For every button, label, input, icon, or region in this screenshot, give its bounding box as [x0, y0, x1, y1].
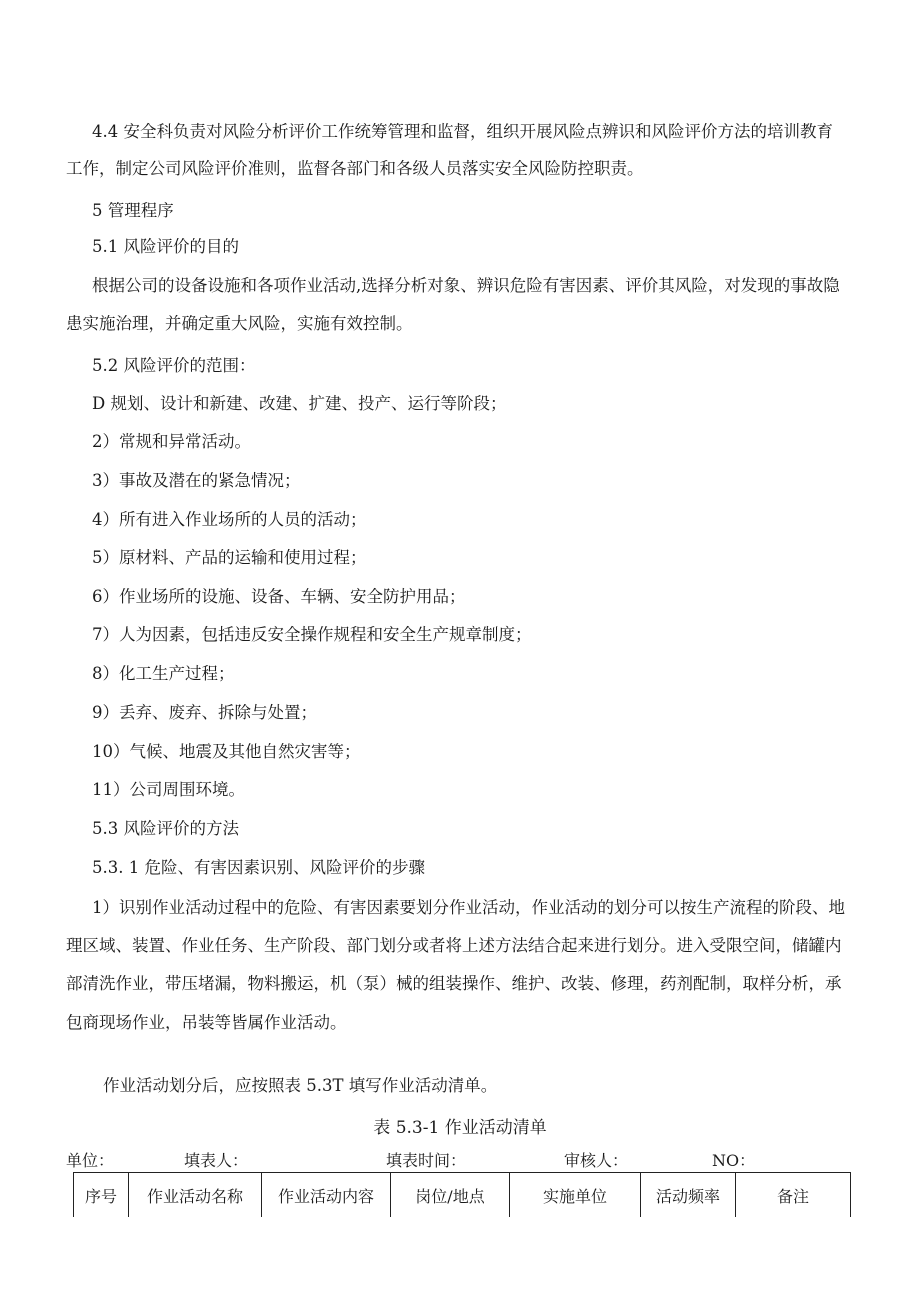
meta-fill-time: 填表时间： [386, 1151, 467, 1170]
paragraph-line: 患实施治理，并确定重大风险，实施有效控制。 [66, 314, 413, 333]
paragraph-line: 4.4 安全科负责对风险分析评价工作统筹管理和监督，组织开展风险点辨识和风险评价方法的培训教育 [92, 122, 833, 141]
activity-list-table [73, 1172, 851, 1217]
list-item: 8）化工生产过程； [92, 664, 235, 683]
header-cell: 作业活动内容 [262, 1173, 391, 1218]
subsection-heading: 5.2 风险评价的范围： [92, 356, 256, 375]
header-cell: 备注 [736, 1173, 851, 1218]
subsection-heading: 5.1 风险评价的目的 [92, 237, 239, 256]
list-item: 4）所有进入作业场所的人员的活动； [92, 510, 367, 529]
paragraph-line: 理区域、装置、作业任务、生产阶段、部门划分或者将上述方法结合起来进行划分。进入受限空间，储罐内 [66, 936, 842, 955]
list-item: 9）丢弃、废弃、拆除与处置； [92, 703, 317, 722]
header-cell: 序号 [74, 1173, 129, 1218]
header-cell: 岗位/地点 [391, 1173, 510, 1218]
header-cell: 作业活动名称 [129, 1173, 262, 1218]
paragraph-line: 部清洗作业，带压堵漏，物料搬运，机（泵）械的组装操作、维护、改装、修理，药剂配制，取样分析，承 [66, 974, 842, 993]
section-heading: 5 管理程序 [92, 201, 174, 220]
list-item: 3）事故及潜在的紧急情况； [92, 471, 301, 490]
list-item: 6）作业场所的设施、设备、车辆、安全防护用品； [92, 587, 466, 606]
paragraph-line: 工作，制定公司风险评价准则，监督各部门和各级人员落实安全风险防控职责。 [66, 159, 644, 178]
paragraph-line: 包商现场作业，吊装等皆属作业活动。 [66, 1013, 347, 1032]
paragraph-line: 1）识别作业活动过程中的危险、有害因素要划分作业活动，作业活动的划分可以按生产流程的阶段、地 [92, 898, 845, 917]
meta-reviewer: 审核人： [564, 1151, 629, 1170]
table-title: 表 5.3-1 作业活动清单 [373, 1118, 547, 1138]
meta-filler: 填表人： [184, 1151, 249, 1170]
paragraph-line: 作业活动划分后，应按照表 5.3T 填写作业活动清单。 [103, 1076, 498, 1095]
table-header-row [74, 1173, 851, 1218]
header-cell: 活动频率 [641, 1173, 736, 1218]
list-item: D 规划、设计和新建、改建、扩建、投产、运行等阶段； [92, 394, 507, 413]
list-item: 11）公司周围环境。 [92, 780, 245, 799]
table-meta [66, 1150, 846, 1172]
meta-unit: 单位： [66, 1151, 115, 1170]
list-item: 7）人为因素，包括违反安全操作规程和安全生产规章制度； [92, 625, 532, 644]
list-item: 5）原材料、产品的运输和使用过程； [92, 548, 367, 567]
header-cell: 实施单位 [510, 1173, 641, 1218]
paragraph-line: 根据公司的设备设施和各项作业活动,选择分析对象、辨识危险有害因素、评价其风险，对发现的事故隐 [92, 276, 840, 295]
list-item: 2）常规和异常活动。 [92, 432, 251, 451]
meta-number: NO： [712, 1151, 756, 1170]
subsection-heading: 5.3 风险评价的方法 [92, 819, 239, 838]
step-heading: 5.3. 1 危险、有害因素识别、风险评价的步骤 [92, 858, 425, 877]
list-item: 10）气候、地震及其他自然灾害等； [92, 742, 361, 761]
